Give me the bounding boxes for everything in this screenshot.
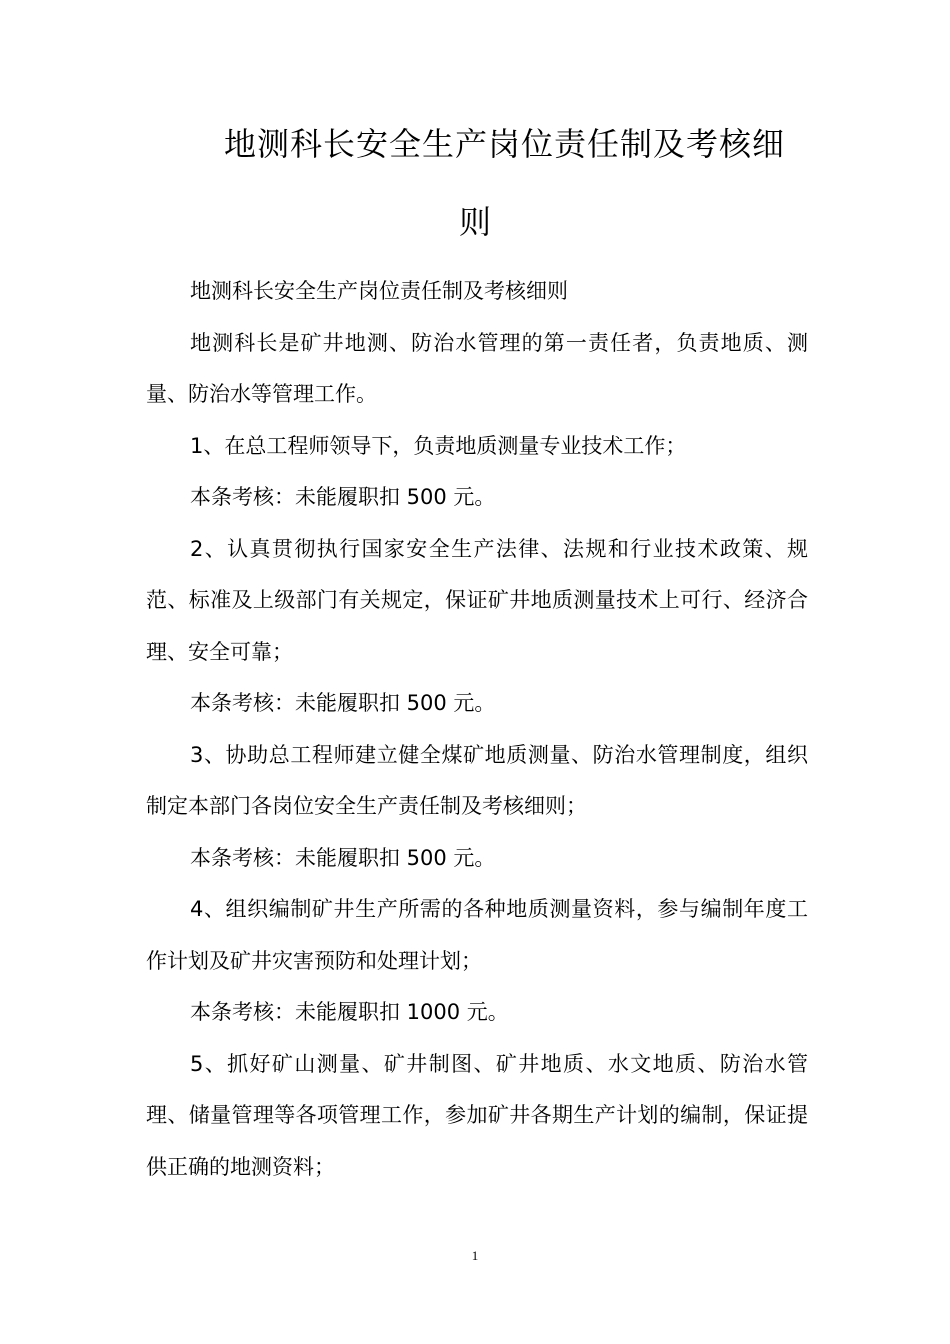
paragraph-subtitle: 地测科长安全生产岗位责任制及考核细则 xyxy=(190,279,568,303)
paragraph-assessment-2: 本条考核：未能履职扣 500 元。 xyxy=(190,691,496,715)
paragraph-item-4: 4、组织编制矿井生产所需的各种地质测量资料，参与编制年度工作计划及矿井灾害预防和处理计划； xyxy=(146,897,808,973)
paragraph-assessment-3: 本条考核：未能履职扣 500 元。 xyxy=(190,845,496,870)
paragraph-intro: 地测科长是矿井地测、防治水管理的第一责任者，负责地质、测量、防治水等管理工作。 xyxy=(146,330,808,406)
paragraph-assessment-1: 本条考核：未能履职扣 500 元。 xyxy=(190,485,496,509)
paragraph-item-1: 1、在总工程师领导下，负责地质测量专业技术工作； xyxy=(190,433,687,458)
page-number: 1 xyxy=(471,1248,479,1263)
paragraph-item-3: 3、协助总工程师建立健全煤矿地质测量、防治水管理制度，组织制定本部门各岗位安全生产责任制及考核细则； xyxy=(146,742,808,818)
document-title: 地测科长安全生产岗位责任制及考核细 xyxy=(224,125,786,163)
paragraph-item-5: 5、抓好矿山测量、矿井制图、矿井地质、水文地质、防治水管理、储量管理等各项管理工作，参加矿井各期生产计划的编制，保证提供正确的地测资料； xyxy=(146,1051,808,1179)
document-title-continuation: 则 xyxy=(458,203,491,241)
paragraph-item-2: 2、认真贯彻执行国家安全生产法律、法规和行业技术政策、规范、标准及上级部门有关规定，保证矿井地质测量技术上可行、经济合理、安全可靠； xyxy=(146,536,808,664)
document-body xyxy=(146,266,808,1193)
paragraph-assessment-4: 本条考核：未能履职扣 1000 元。 xyxy=(190,1000,509,1024)
